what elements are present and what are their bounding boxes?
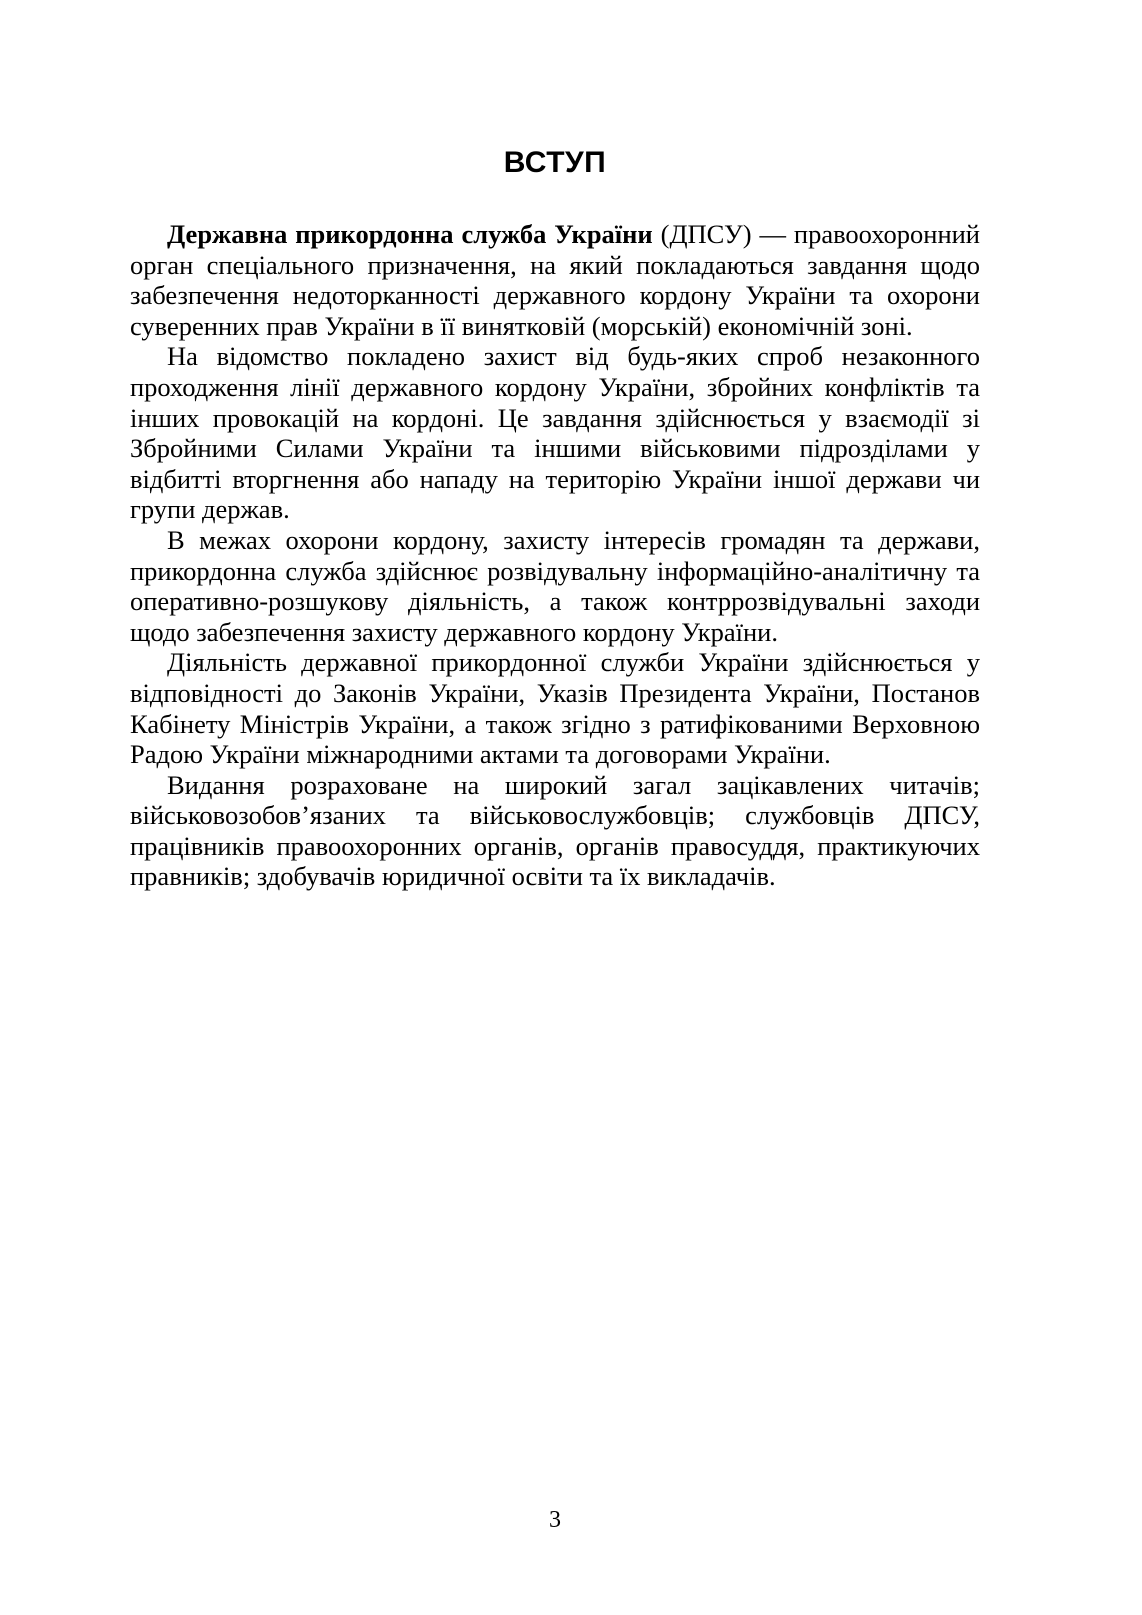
paragraph-text: На відомство покладено захист від будь-яких спроб незаконного проходження лінії державного кордону України, збройних конфліктів та інших провокацій на кордоні. Це завдання здійснюється у взаємодії зі Збройними Силами України та іншими військовими підрозділами у відбитті вторгнення або нападу на територію України іншої держави чи групи держав. [130,341,980,525]
page-title: ВСТУП [503,146,607,179]
paragraph-text: В межах охорони кордону, захисту інтересів громадян та держави, прикордонна служба здійснює розвідувальну інформаційно-аналітичну та оперативно-розшукову діяльність, а також контррозвідувальні заходи щодо забезпечення захисту державного кордону України. [130,524,980,647]
paragraph-5 [130,770,980,892]
paragraph-text: (ДПСУ) — правоохоронний орган спеціального призначення, на який покладаються завдання щодо забезпечення недоторканності державного кордону України та охорони суверенних прав України в її винятковій (морській) економічній зоні. [130,219,980,341]
paragraph-3 [130,525,980,647]
paragraph-text: Видання розраховане на широкий загал зацікавлених читачів; військовозобов’язаних та військовослужбовців; службовців ДПСУ, працівників правоохоронних органів, органів правосуддя, практикуючих правників; здобувачів юридичної освіти та їх викладачів. [130,769,980,892]
body-text [130,219,980,892]
paragraph-1 [130,219,980,341]
bold-lead-text: Державна прикордонна служба України [167,219,653,249]
paragraph-2 [130,341,980,525]
paragraph-4 [130,647,980,769]
paragraph-text: Діяльність державної прикордонної служби України здійснюється у відповідності до Законів України, Указів Президента України, Постанов Кабінету Міністрів України, а також згідно з ратифікованими Верховною Радою України міжнародними актами та договорами України. [130,647,980,770]
page-number: 3 [549,1507,561,1533]
